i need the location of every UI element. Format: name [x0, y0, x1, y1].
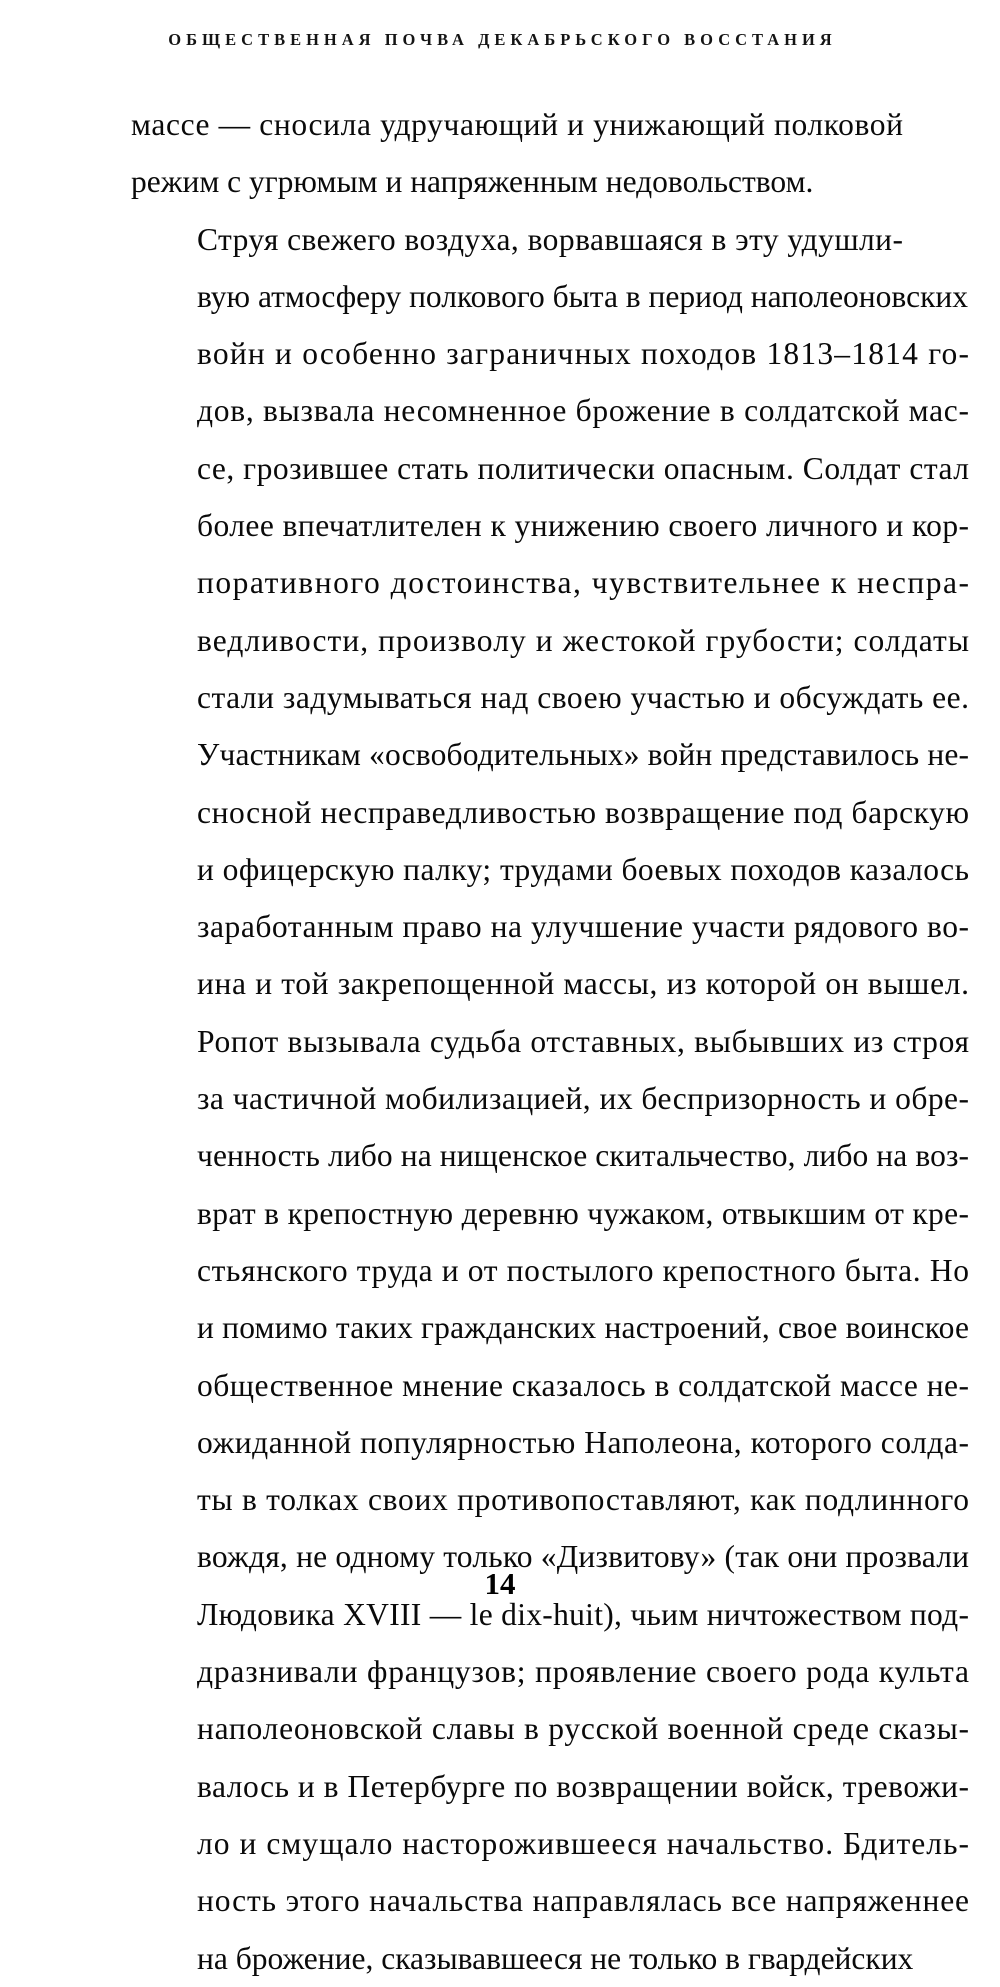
text-line: се, грозившее стать политически опасным. Солдат стал — [197, 450, 970, 486]
text-line: ло и смущало насторожившееся начальство. Бдитель- — [197, 1825, 971, 1861]
page-number: 14 — [484, 1566, 516, 1601]
text-line: сносной несправедливостью возвращение под барскую — [197, 794, 970, 830]
text-line: на брожение, сказывавшееся не только в гвардейских — [197, 1940, 914, 1976]
text-line: поративного достоинства, чувствительнее к неспра- — [197, 565, 971, 601]
text-line: вую атмосферу полкового быта в период наполеоновских — [197, 278, 968, 314]
text-line: и помимо таких гражданских настроений, свое воинское — [197, 1310, 970, 1346]
text-line: Участникам «освободительных» войн представилось не- — [197, 737, 970, 773]
text-line: массе — сносила удручающий и унижающий полковой — [131, 107, 904, 142]
text-line: дов, вызвала несомненное брожение в солдатской мас- — [197, 393, 970, 429]
text-line: вождя, не одному только «Дизвитову» (так они прозвали — [197, 1539, 970, 1575]
text-line: ведливости, произволу и жестокой грубости; солдаты — [197, 622, 971, 658]
text-line: за частичной мобилизацией, их беспризорность и обре- — [197, 1081, 970, 1117]
text-line: Струя свежего воздуха, ворвавшаяся в эту удушли- — [197, 221, 904, 257]
text-line: дразнивали французов; проявление своего рода культа — [197, 1654, 970, 1690]
text-line: войн и особенно заграничных походов 1813–1814 го- — [197, 336, 971, 372]
text-line: и офицерскую палку; трудами боевых походов казалось — [197, 851, 970, 887]
text-line: заработанным право на улучшение участи рядового во- — [197, 909, 970, 945]
text-line: Людовика XVIII — le dix-huit), чьим ничтожеством под- — [197, 1596, 970, 1632]
paragraph-2 — [131, 211, 971, 1987]
text-line: врат в крепостную деревню чужаком, отвыкшим от кре- — [197, 1195, 970, 1231]
text-line: Ропот вызывала судьба отставных, выбывших из строя — [197, 1023, 970, 1059]
text-line: ты в толках своих противопоставляют, как подлинного — [197, 1482, 970, 1518]
text-line: стьянского труда и от постылого крепостного быта. Но — [197, 1252, 970, 1288]
running-header: ОБЩЕСТВЕННАЯ ПОЧВА ДЕКАБРЬСКОГО ВОССТАНИЯ — [168, 30, 837, 49]
text-line: ожиданной популярностью Наполеона, которого солда- — [197, 1424, 970, 1460]
paragraph-1 — [131, 96, 903, 211]
text-line: общественное мнение сказалось в солдатской массе не- — [197, 1367, 970, 1403]
text-line: ность этого начальства направлялась все напряженнее — [197, 1883, 970, 1919]
text-line: стали задумываться над своею участью и обсуждать ее. — [197, 679, 970, 715]
text-line: более впечатлителен к унижению своего личного и кор- — [197, 508, 970, 544]
body-text-block — [131, 96, 971, 1987]
text-line: ченность либо на нищенское скитальчество, либо на воз- — [197, 1138, 970, 1174]
text-line: режим с угрюмым и напряженным недовольством. — [131, 164, 814, 200]
text-line: наполеоновской славы в русской военной среде сказы- — [197, 1711, 970, 1747]
text-line: валось и в Петербурге по возвращении войск, тревожи- — [197, 1768, 970, 1804]
text-line: ина и той закрепощенной массы, из которой он вышел. — [197, 966, 970, 1002]
